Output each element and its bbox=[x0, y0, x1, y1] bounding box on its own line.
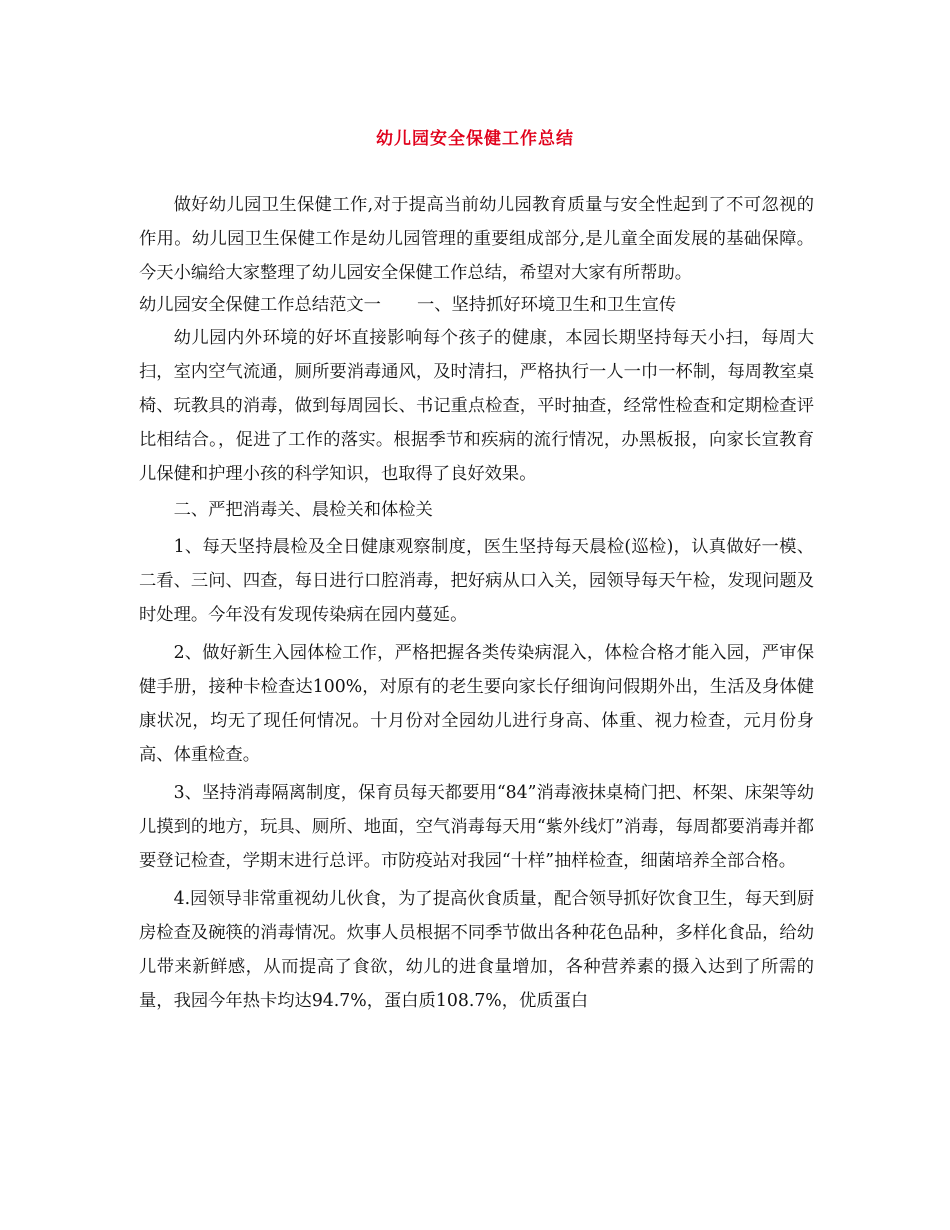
document-body bbox=[139, 188, 814, 1018]
item3-paragraph: 3、坚持消毒隔离制度，保育员每天都要用“84”消毒液抹桌椅门把、杯架、床架等幼儿摸到的地方，玩具、厕所、地面，空气消毒每天用“紫外线灯”消毒，每周都要消毒并都要登记检查，学期末进行总评。市防疫站对我园“十样”抽样检查，细菌培养全部合格。 bbox=[139, 783, 814, 871]
intro-paragraph: 做好幼儿园卫生保健工作,对于提高当前幼儿园教育质量与安全性起到了不可忽视的作用。幼儿园卫生保健工作是幼儿园管理的重要组成部分,是儿童全面发展的基础保障。今天小编给大家整理了幼儿园安全保健工作总结，希望对大家有所帮助。 bbox=[139, 195, 814, 283]
item2-paragraph: 2、做好新生入园体检工作，严格把握各类传染病混入，体检合格才能入园，严审保健手册，接种卡检查达100%，对原有的老生要向家长仔细询问假期外出，生活及身体健康状况，均无了现任何情况。十月份对全园幼儿进行身高、体重、视力检查，元月份身高、体重检查。 bbox=[139, 643, 814, 765]
section1-paragraph: 幼儿园内外环境的好坏直接影响每个孩子的健康，本园长期坚持每天小扫，每周大扫，室内空气流通，厕所要消毒通风，及时清扫，严格执行一人一巾一杯制，每周教室桌椅、玩教具的消毒，做到每周园长、书记重点检查，平时抽查，经常性检查和定期检查评比相结合。，促进了工作的落实。根据季节和疾病的流行情况，办黑板报，向家长宣教育儿保健和护理小孩的科学知识，也取得了良好效果。 bbox=[139, 328, 814, 484]
section-heading-line bbox=[139, 290, 814, 321]
section2-heading: 二、严把消毒关、晨检关和体检关 bbox=[173, 500, 433, 520]
sample-heading: 幼儿园安全保健工作总结范文一 bbox=[139, 295, 381, 315]
document-title: 幼儿园安全保健工作总结 bbox=[376, 129, 574, 149]
item1-paragraph: 1、每天坚持晨检及全日健康观察制度，医生坚持每天晨检(巡检)，认真做好一模、二看、三问、四查，每日进行口腔消毒，把好病从口入关，园领导每天午检，发现问题及时处理。今年没有发现传染病在园内蔓延。 bbox=[139, 537, 814, 625]
item4-paragraph: 4.园领导非常重视幼儿伙食，为了提高伙食质量，配合领导抓好饮食卫生，每天到厨房检查及碗筷的消毒情况。炊事人员根据不同季节做出各种花色品种，多样化食品，给幼儿带来新鲜感，从而提高了食欲，幼儿的进食量增加，各种营养素的摄入达到了所需的量，我园今年热卡均达94.7%，蛋白质108.7%，优质蛋白 bbox=[139, 889, 814, 1011]
section1-heading: 一、坚持抓好环境卫生和卫生宣传 bbox=[416, 295, 677, 315]
